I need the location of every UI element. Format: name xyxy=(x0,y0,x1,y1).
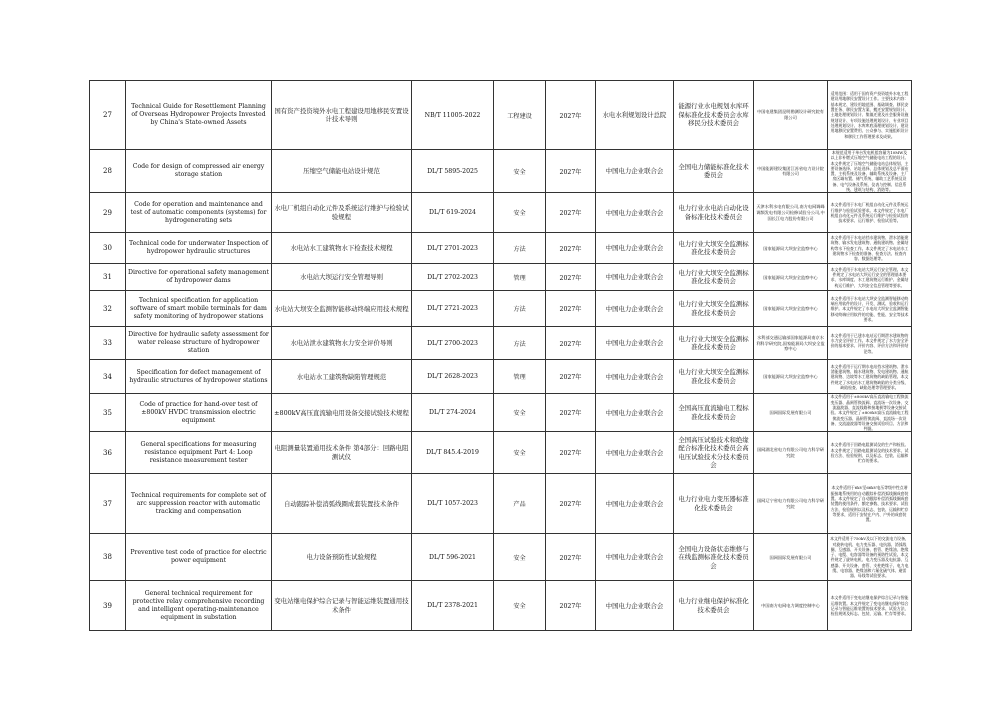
cell-cat: 方法 xyxy=(494,233,546,264)
cell-drafter: 天津水利水电有限公司,南方电网调峰调频发电有限公司检修试验分公司,中国长江电力股份有限公司 xyxy=(754,193,828,233)
cell-en: Directive for hydraulic safety assessment for water release structure of hydropower station xyxy=(126,327,272,360)
cell-en: Code for operation and maintenance and test of automatic components (systems) for hydrogenerating sets xyxy=(126,193,272,233)
cell-cn: 电力设备预防性试验规程 xyxy=(272,534,412,581)
cell-summary: 本文件适用于变电站继电保护综合记录与智能运维装置。本文件规定了变电站继电保护综合记录与智能运维装置的技术要求、试验方法、检验规则及标志、包装、运输、贮存等要求。 xyxy=(828,581,912,631)
cell-summary: 本文件适用于水电站大坝运行安全管理。本文件规定了水电站大坝运行安全的管理基本要求、水库调度、水工建筑物运行维护、金属结构运行维护、大坝安全信息管理等要求。 xyxy=(828,264,912,291)
cell-summary: 本文件适用于±800kV高压直流输电工程换流变压器、晶闸管换流阀、直流场一次设备、交流滤波器、直流线路和接地极等设备交接试验。本文件规定了±800kV高压直流输电工程换流变压器、晶闸管换流阀、直流场一次设备、交流滤波器等设备交接试验项目、方法和判据。 xyxy=(828,394,912,432)
cell-tc: 电力行业大坝安全监测标准化技术委员会 xyxy=(674,233,754,264)
cell-code: DL/T 2721-2023 xyxy=(412,291,494,327)
cell-drafter: 国家能源局大坝安全监察中心 xyxy=(754,233,828,264)
cell-no: 34 xyxy=(90,360,126,394)
table-row xyxy=(90,264,912,291)
table-row xyxy=(90,233,912,264)
cell-cn: ±800kV高压直流输电用设备交接试验技术规程 xyxy=(272,394,412,432)
cell-org: 中国电力企业联合会 xyxy=(596,291,674,327)
cell-code: DL/T 845.4-2019 xyxy=(412,432,494,474)
cell-code: DL/T 1057-2023 xyxy=(412,474,494,534)
cell-year: 2027年 xyxy=(546,581,596,631)
cell-en: Technical code for underwater Inspection of hydropower hydraulic structures xyxy=(126,233,272,264)
cell-summary: 本文件适用于已建水电站运行期泄水建筑物的水力安全评价工作。本文件规定了水力安全评价的基本要求、评价内容、评价方法和评价结论等。 xyxy=(828,327,912,360)
cell-summary: 本文件适用于运行期水电站挡水建筑物、泄水消能建筑物、输水建筑物、发电建筑物、通航建筑物、边坡等水工建筑物的缺陷管理。本文件规定了水电站水工建筑物缺陷的分类分级、缺陷检查、缺陷处理等管理要求。 xyxy=(828,360,912,394)
cell-cn: 水电站水工建筑物缺陷管理规范 xyxy=(272,360,412,394)
cell-code: DL/T 2701-2023 xyxy=(412,233,494,264)
cell-cat: 安全 xyxy=(494,394,546,432)
cell-no: 39 xyxy=(90,581,126,631)
cell-tc: 电力行业大坝安全监测标准化技术委员会 xyxy=(674,264,754,291)
cell-no: 29 xyxy=(90,193,126,233)
table-row xyxy=(90,327,912,360)
cell-drafter: 国家能源局大坝安全监察中心 xyxy=(754,291,828,327)
cell-year: 2027年 xyxy=(546,81,596,150)
table-row xyxy=(90,474,912,534)
cell-no: 31 xyxy=(90,264,126,291)
cell-tc: 电力行业电力变压器标准化技术委员会 xyxy=(674,474,754,534)
cell-year: 2027年 xyxy=(546,360,596,394)
cell-year: 2027年 xyxy=(546,327,596,360)
cell-no: 36 xyxy=(90,432,126,474)
cell-cn: 变电站继电保护综合记录与智能运维装置通用技术条件 xyxy=(272,581,412,631)
cell-cat: 安全 xyxy=(494,534,546,581)
cell-org: 中国电力企业联合会 xyxy=(596,233,674,264)
cell-cat: 安全 xyxy=(494,193,546,233)
cell-summary: 本文件适用于水电站挡水建筑物、泄水消能建筑物、输水发电建筑物、通航建筑物、金属结构等水下检查工作。本文件规定了水电站水工建筑物水下检查的准备、检查方法、检查内容、数据处理等。 xyxy=(828,233,912,264)
cell-org: 中国电力企业联合会 xyxy=(596,432,674,474)
cell-org: 中国电力企业联合会 xyxy=(596,394,674,432)
cell-summary: 本文件适用于6kV至66kV电压等级中性点谐振接地系统用的自动跟踪补偿消弧线圈成套装置。本文件规定了自动跟踪补偿消弧线圈成套装置的使用条件、额定参数、技术要求、试验方法、检验规则以及标志、包装、运输和贮存等要求，适用于安装在户内、户外的成套装置。 xyxy=(828,474,912,534)
cell-cn: 自动跟踪补偿消弧线圈成套装置技术条件 xyxy=(272,474,412,534)
cell-org: 中国电力企业联合会 xyxy=(596,264,674,291)
cell-cat: 方法 xyxy=(494,327,546,360)
cell-code: DL/T 5895-2025 xyxy=(412,150,494,193)
cell-tc: 电力行业大坝安全监测标准化技术委员会 xyxy=(674,291,754,327)
cell-year: 2027年 xyxy=(546,474,596,534)
cell-cat: 方法 xyxy=(494,291,546,327)
cell-cat: 安全 xyxy=(494,432,546,474)
cell-tc: 能源行业水电规划水库环保标准化技术委员会水库移民分技术委员会 xyxy=(674,81,754,150)
cell-tc: 电力行业大坝安全监测标准化技术委员会 xyxy=(674,360,754,394)
cell-drafter: 中国电建集团昆明勘测设计研究院有限公司 xyxy=(754,81,828,150)
cell-code: DL/T 596-2021 xyxy=(412,534,494,581)
cell-en: Technical requirements for complete set of arc suppression reactor with automatic tracking and compensation xyxy=(126,474,272,534)
cell-code: DL/T 2700-2023 xyxy=(412,327,494,360)
cell-summary: 本文件适用于水电厂机组自动化元件及系统运行维护与检验试验要求。本文件规定了水电厂机组自动化元件及系统运行维护与检验试验的技术要求、运行维护、检验试验等。 xyxy=(828,193,912,233)
cell-code: DL/T 2628-2023 xyxy=(412,360,494,394)
cell-en: Specification for defect management of hydraulic structures of hydropower stations xyxy=(126,360,272,394)
cell-cn: 水电站水工建筑物水下检查技术规程 xyxy=(272,233,412,264)
cell-no: 30 xyxy=(90,233,126,264)
cell-cn: 水电厂机组自动化元件及系统运行维护与检验试验规程 xyxy=(272,193,412,233)
table-row xyxy=(90,193,912,233)
cell-tc: 电力行业水电站自动化设备标准化技术委员会 xyxy=(674,193,754,233)
cell-year: 2027年 xyxy=(546,233,596,264)
cell-drafter: 国网辽宁省电力有限公司电力科学研究院 xyxy=(754,474,828,534)
cell-cat: 产品 xyxy=(494,474,546,534)
table-row xyxy=(90,581,912,631)
cell-no: 37 xyxy=(90,474,126,534)
cell-org: 中国电力企业联合会 xyxy=(596,150,674,193)
cell-org: 中国电力企业联合会 xyxy=(596,581,674,631)
cell-drafter: 国家能源局大坝安全监察中心 xyxy=(754,360,828,394)
cell-en: Technical specification for application software of smart mobile terminals for dam safety monitoring of hydropower stations xyxy=(126,291,272,327)
cell-org: 中国电力企业联合会 xyxy=(596,327,674,360)
cell-year: 2027年 xyxy=(546,264,596,291)
cell-summary: 本规范适用于单台发电机组容量为10MW及以上非补燃式压缩空气储能电站工程的设计。本文件规定了压缩空气储能电站总体规划、主要设备选择、站址选择、总体规划及总平面布置、主机系统及设备、辅助系统及设备、主厂房区域布置、储气系统、辅助工艺系统及设备、电气设备及系统、仪表与控制、信息系统、建筑与结构、消防等。 xyxy=(828,150,912,193)
table-row xyxy=(90,394,912,432)
cell-cat: 工程建设 xyxy=(494,81,546,150)
cell-cn: 压缩空气储能电站设计规范 xyxy=(272,150,412,193)
cell-summary: 本文件适用于750kV及以下的交流电力设备，对旋转电机、电力变压器、电抗器、消弧线圈、互感器、开关设备、套管、绝缘油、绝缘子、电缆、电容器等设备的预防性试验。本文件规定了旋转电机、电力变压器及电抗器、互感器、开关设备、套管、支柱绝缘子、电力电缆、电容器、绝缘油和六氟化硫气体、避雷器、母线等试验要求。 xyxy=(828,534,912,581)
table-row xyxy=(90,360,912,394)
cell-year: 2027年 xyxy=(546,432,596,474)
cell-cn: 国有资产投资境外水电工程建设用地移民安置设计技术导则 xyxy=(272,81,412,150)
cell-en: General technical requirement for protective relay comprehensive recording and intelligent operating-maintenance equipment in substation xyxy=(126,581,272,631)
cell-cat: 安全 xyxy=(494,581,546,631)
cell-year: 2027年 xyxy=(546,150,596,193)
cell-en: Preventive test code of practice for electric power equipment xyxy=(126,534,272,581)
table-row xyxy=(90,534,912,581)
table-row xyxy=(90,432,912,474)
cell-year: 2027年 xyxy=(546,193,596,233)
cell-drafter: 中国南方电网电力调度控制中心 xyxy=(754,581,828,631)
cell-en: Technical Guide for Resettlement Planning of Overseas Hydropower Projects Invested by China's State-owned Assets xyxy=(126,81,272,150)
cell-code: NB/T 11005-2022 xyxy=(412,81,494,150)
cell-no: 32 xyxy=(90,291,126,327)
cell-org: 中国电力企业联合会 xyxy=(596,360,674,394)
cell-cat: 管理 xyxy=(494,360,546,394)
cell-cn: 水电站泄水建筑物水力安全评价导则 xyxy=(272,327,412,360)
cell-drafter: 国网国际发展有限公司 xyxy=(754,394,828,432)
table-row xyxy=(90,81,912,150)
cell-code: DL/T 2378-2021 xyxy=(412,581,494,631)
cell-summary: 本文件适用于回路电阻测试仪的生产和检验。本文件规定了回路电阻测试仪的技术要求、试验方法、检验规则、以及标志、包装、运输和贮存的要求。 xyxy=(828,432,912,474)
cell-summary: 本文件适用于水电站大坝安全监测智能移动终端应用软件的设计、开发、测试、验收和运行维护。本文件规定了水电站大坝安全监测智能移动终端应用软件的功能、性能、安全等技术要求。 xyxy=(828,291,912,327)
cell-code: DL/T 2702-2023 xyxy=(412,264,494,291)
cell-org: 中国电力企业联合会 xyxy=(596,534,674,581)
cell-drafter: 水利部交通运输部国家能源局南京水利科学研究院,国家能源局大坝安全监察中心 xyxy=(754,327,828,360)
cell-org: 水电水利规划设计总院 xyxy=(596,81,674,150)
cell-en: Directive for operational safety management of hydropower dams xyxy=(126,264,272,291)
cell-cn: 水电站大坝安全监测智能移动终端应用技术规程 xyxy=(272,291,412,327)
cell-drafter: 国网国际发展有限公司 xyxy=(754,534,828,581)
cell-no: 28 xyxy=(90,150,126,193)
cell-org: 中国电力企业联合会 xyxy=(596,193,674,233)
cell-cn: 电阻测量装置通用技术条件 第4部分：回路电阻测试仪 xyxy=(272,432,412,474)
table-row xyxy=(90,150,912,193)
cell-year: 2027年 xyxy=(546,394,596,432)
cell-cat: 安全 xyxy=(494,150,546,193)
cell-drafter: 国网湖北省电力有限公司电力科学研究院 xyxy=(754,432,828,474)
cell-drafter: 国家能源局大坝安全监察中心 xyxy=(754,264,828,291)
cell-no: 38 xyxy=(90,534,126,581)
cell-no: 35 xyxy=(90,394,126,432)
cell-code: DL/T 619-2024 xyxy=(412,193,494,233)
cell-en: Code for design of compressed air energy storage station xyxy=(126,150,272,193)
cell-tc: 电力行业大坝安全监测标准化技术委员会 xyxy=(674,327,754,360)
cell-en: Code of practice for hand-over test of ±800kV HVDC transmission electric equipment xyxy=(126,394,272,432)
cell-no: 27 xyxy=(90,81,126,150)
standards-table xyxy=(89,80,912,631)
cell-tc: 全国高压直流输电工程标准化技术委员会 xyxy=(674,394,754,432)
cell-org: 中国电力企业联合会 xyxy=(596,474,674,534)
cell-cn: 水电站大坝运行安全管理导则 xyxy=(272,264,412,291)
cell-tc: 全国电力储能标准化技术委员会 xyxy=(674,150,754,193)
cell-year: 2027年 xyxy=(546,291,596,327)
table-row xyxy=(90,291,912,327)
cell-cat: 管理 xyxy=(494,264,546,291)
cell-en: General specifications for measuring resistance equipment Part 4: Loop resistance measurement tester xyxy=(126,432,272,474)
cell-tc: 全国高压试验技术和绝缘配合标准化技术委员会高电压试验技术分技术委员会 xyxy=(674,432,754,474)
cell-summary: 适用范围：适用于国有资产投资境外水电工程建设用地移民安置设计工作。主要技术内容：基本规定、建设用地范围、基础调查、移民安置任务、移民安置方案、搬迁安置规划设计、土地处理规划设计、集镇迁建及社会服务设施规划设计、专项设施处理规划设计、专业项目处理规划设计、水库库底清理规划设计、建设用地移民安置费用、公众参与、实施组织设计和移民工作管理要求及成果。 xyxy=(828,81,912,150)
cell-tc: 全国电力设备状态维修与在线监测标准化技术委员会 xyxy=(674,534,754,581)
cell-drafter: 中国能源建设集团江苏省电力设计院有限公司 xyxy=(754,150,828,193)
cell-year: 2027年 xyxy=(546,534,596,581)
cell-code: DL/T 274-2024 xyxy=(412,394,494,432)
cell-tc: 电力行业继电保护标准化技术委员会 xyxy=(674,581,754,631)
cell-no: 33 xyxy=(90,327,126,360)
